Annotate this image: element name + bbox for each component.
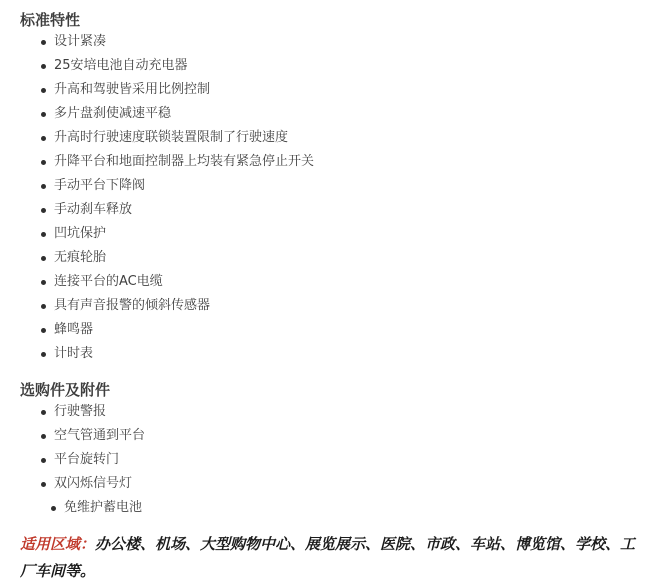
list-item: 连接平台的AC电缆 [0, 270, 656, 294]
application-region-text: 办公楼、机场、大型购物中心、展览展示、医院、市政、车站、博览馆、学校、工厂车间等。 [20, 535, 636, 580]
application-region-line [0, 531, 656, 585]
options-accessories-list [0, 400, 656, 520]
list-item: 升高时行驶速度联锁装置限制了行驶速度 [0, 126, 656, 150]
options-accessories-heading: 选购件及附件 [20, 381, 111, 399]
list-item: 具有声音报警的倾斜传感器 [0, 294, 656, 318]
list-item: 手动平台下降阀 [0, 174, 656, 198]
list-item: 蜂鸣器 [0, 318, 656, 342]
standard-features-heading: 标准特性 [20, 11, 81, 29]
list-item: 凹坑保护 [0, 222, 656, 246]
list-item: 行驶警报 [0, 400, 656, 424]
list-item: 免维护蓄电池 [0, 496, 656, 520]
list-item: 设计紧凑 [0, 30, 656, 54]
list-item: 空气管通到平台 [0, 424, 656, 448]
list-item: 手动刹车释放 [0, 198, 656, 222]
application-region-label: 适用区域： [20, 535, 96, 553]
list-item: 25安培电池自动充电器 [0, 54, 656, 78]
standard-features-list [0, 30, 656, 366]
list-item: 升降平台和地面控制器上均装有紧急停止开关 [0, 150, 656, 174]
list-item: 多片盘刹使减速平稳 [0, 102, 656, 126]
list-item: 平台旋转门 [0, 448, 656, 472]
list-item: 计时表 [0, 342, 656, 366]
list-item: 升高和驾驶皆采用比例控制 [0, 78, 656, 102]
list-item: 无痕轮胎 [0, 246, 656, 270]
list-item: 双闪烁信号灯 [0, 472, 656, 496]
